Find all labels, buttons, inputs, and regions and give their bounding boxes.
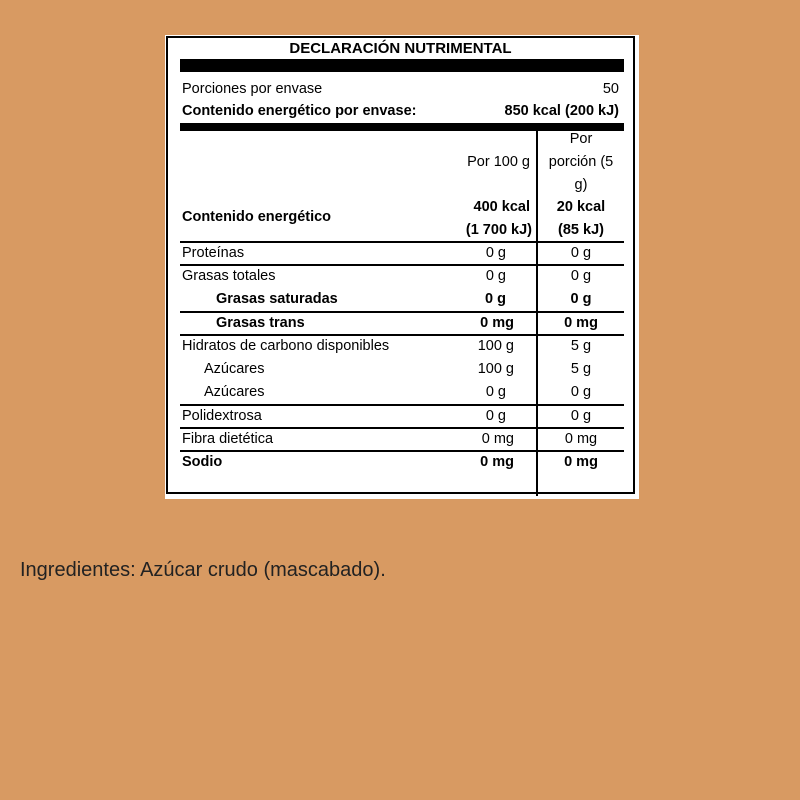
label-title: DECLARACIÓN NUTRIMENTAL xyxy=(289,40,512,57)
nutrient-name-sugars-2: Azúcares xyxy=(204,384,265,400)
nutrition-facts-table xyxy=(166,36,635,494)
energy-package-label: Contenido energético por envase: xyxy=(182,103,417,119)
nutrient-portion-carbohydrates: 5 g xyxy=(570,338,592,354)
per-portion-header-line1: Por xyxy=(569,131,593,147)
nutrient-name-carbohydrates: Hidratos de carbono disponibles xyxy=(182,338,390,354)
nutrient-per100-trans-fat: 0 mg xyxy=(480,315,514,331)
nutrient-name-fiber: Fibra dietética xyxy=(182,431,274,447)
nutrient-portion-sodium: 0 mg xyxy=(564,454,598,470)
nutrient-per100-total-fat: 0 g xyxy=(485,268,506,284)
nutrient-name-polydextrose: Polidextrosa xyxy=(182,408,262,424)
energy-per100-kj: (1 700 kJ) xyxy=(465,222,532,238)
energy-package-value: 850 kcal (200 kJ) xyxy=(504,103,619,119)
nutrient-per100-sugars: 100 g xyxy=(477,361,514,377)
nutrient-portion-saturated-fat: 0 g xyxy=(570,291,592,307)
energy-label: Contenido energético xyxy=(182,209,332,225)
nutrient-name-saturated-fat: Grasas saturadas xyxy=(216,291,338,307)
per-100g-header: Por 100 g xyxy=(467,154,530,170)
nutrient-name-sugars: Azúcares xyxy=(204,361,265,377)
nutrient-name-proteins: Proteínas xyxy=(182,245,245,261)
top-thick-bar xyxy=(180,59,624,72)
per-portion-header-line3: g) xyxy=(574,177,588,193)
nutrient-per100-saturated-fat: 0 g xyxy=(485,291,506,307)
nutrient-portion-fiber: 0 mg xyxy=(564,431,598,447)
nutrient-per100-sugars-2: 0 g xyxy=(485,384,506,400)
per-portion-header-line2: porción (5 xyxy=(548,154,614,170)
nutrition-label-panel xyxy=(165,35,639,499)
nutrient-portion-polydextrose: 0 g xyxy=(570,408,592,424)
nutrient-portion-total-fat: 0 g xyxy=(570,268,592,284)
energy-portion-kcal: 20 kcal xyxy=(556,199,606,215)
nutrient-name-trans-fat: Grasas trans xyxy=(216,315,305,331)
nutrient-portion-proteins: 0 g xyxy=(570,245,592,261)
nutrient-per100-fiber: 0 mg xyxy=(481,431,514,447)
energy-portion-kj: (85 kJ) xyxy=(558,222,604,238)
servings-label: Porciones por envase xyxy=(182,81,323,97)
nutrient-per100-polydextrose: 0 g xyxy=(485,408,506,424)
nutrient-name-sodium: Sodio xyxy=(182,454,223,470)
nutrient-per100-proteins: 0 g xyxy=(485,245,506,261)
servings-value: 50 xyxy=(602,81,619,97)
nutrient-name-total-fat: Grasas totales xyxy=(182,268,276,284)
nutrient-per100-sodium: 0 mg xyxy=(480,454,514,470)
nutrient-portion-sugars-2: 0 g xyxy=(570,384,592,400)
nutrient-per100-carbohydrates: 100 g xyxy=(477,338,514,354)
ingredients-text: Ingredientes: Azúcar crudo (mascabado). xyxy=(20,559,386,581)
nutrient-portion-trans-fat: 0 mg xyxy=(564,315,598,331)
energy-per100-kcal: 400 kcal xyxy=(473,199,530,215)
nutrient-portion-sugars: 5 g xyxy=(570,361,592,377)
